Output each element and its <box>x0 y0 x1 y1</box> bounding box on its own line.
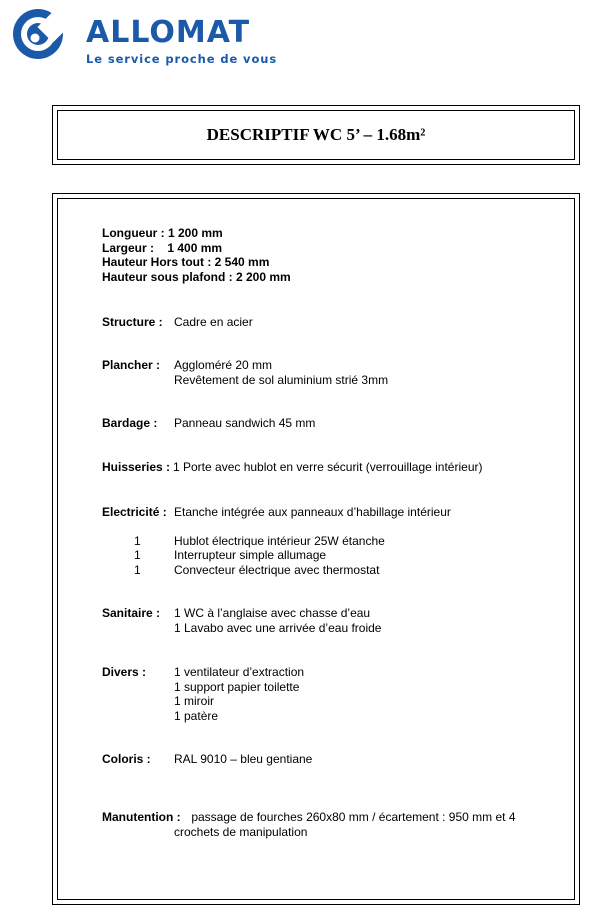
dimension-ceiling-height: Hauteur sous plafond : 2 200 mm <box>102 269 291 284</box>
section-coloris-value <box>174 752 312 767</box>
manutention-line: crochets de manipulation <box>174 824 308 839</box>
coloris-line: RAL 9010 – bleu gentiane <box>174 752 313 766</box>
section-divers-label: Divers : <box>102 665 147 679</box>
electricite-item-text: Hublot électrique intérieur 25W étanche <box>174 534 385 548</box>
section-bardage-label: Bardage : <box>102 416 158 430</box>
electricite-item-qty: 1 <box>134 548 141 562</box>
section-coloris-label: Coloris : <box>102 752 151 766</box>
section-huisseries-label: Huisseries : <box>102 460 171 474</box>
section-electricite-label: Electricité : <box>102 505 167 519</box>
sanitaire-line: 1 Lavabo avec une arrivée d’eau froide <box>174 620 382 635</box>
section-bardage-value <box>174 416 315 431</box>
electricite-item-text: Convecteur électrique avec thermostat <box>174 563 380 577</box>
section-structure-value <box>174 315 253 330</box>
logo-tagline: Le service proche de vous <box>86 52 278 66</box>
title-box-inner <box>57 110 575 160</box>
section-sanitaire-label: Sanitaire : <box>102 606 161 620</box>
manutention-line: passage de fourches 260x80 mm / écartement : 950 mm et 4 <box>188 810 516 824</box>
dimensions-block <box>102 226 291 284</box>
huisseries-line: 1 Porte avec hublot en verre sécurit (verrouillage intérieur) <box>173 460 483 474</box>
bardage-line: Panneau sandwich 45 mm <box>174 416 316 430</box>
section-structure-label: Structure : <box>102 315 163 329</box>
electricite-item-text: Interrupteur simple allumage <box>174 548 327 562</box>
section-plancher-label: Plancher : <box>102 358 161 372</box>
plancher-line: Revêtement de sol aluminium strié 3mm <box>174 372 389 387</box>
divers-line: 1 support papier toilette <box>174 679 300 694</box>
electricite-item-qty: 1 <box>134 563 141 577</box>
electricite-item-qty: 1 <box>134 534 141 548</box>
electricite-line: Etanche intégrée aux panneaux d’habillage intérieur <box>174 505 451 519</box>
document-title: DESCRIPTIF WC 5’ – 1.68m² <box>206 125 426 144</box>
section-huisseries-value <box>173 460 482 475</box>
dimension-length: Longueur : 1 200 mm <box>102 226 223 240</box>
logo-name: ALLOMAT <box>86 15 251 50</box>
divers-line: 1 patère <box>174 708 219 723</box>
section-sanitaire-value <box>174 606 381 635</box>
sanitaire-line: 1 WC à l’anglaise avec chasse d’eau <box>174 606 371 620</box>
dimension-total-height: Hauteur Hors tout : 2 540 mm <box>102 255 270 269</box>
dimension-width: Largeur : 1 400 mm <box>102 240 223 255</box>
divers-line: 1 ventilateur d’extraction <box>174 665 305 679</box>
structure-line: Cadre en acier <box>174 315 253 329</box>
plancher-line: Aggloméré 20 mm <box>174 358 273 372</box>
allomat-logo <box>12 8 282 68</box>
section-manutention-value <box>174 810 516 839</box>
allomat-logo-icon <box>12 8 64 60</box>
section-divers-value <box>174 665 304 723</box>
divers-line: 1 miroir <box>174 694 215 708</box>
title-box <box>52 105 580 165</box>
section-plancher-value <box>174 358 388 387</box>
section-electricite-value <box>174 505 451 520</box>
section-manutention-label: Manutention : <box>102 810 181 824</box>
